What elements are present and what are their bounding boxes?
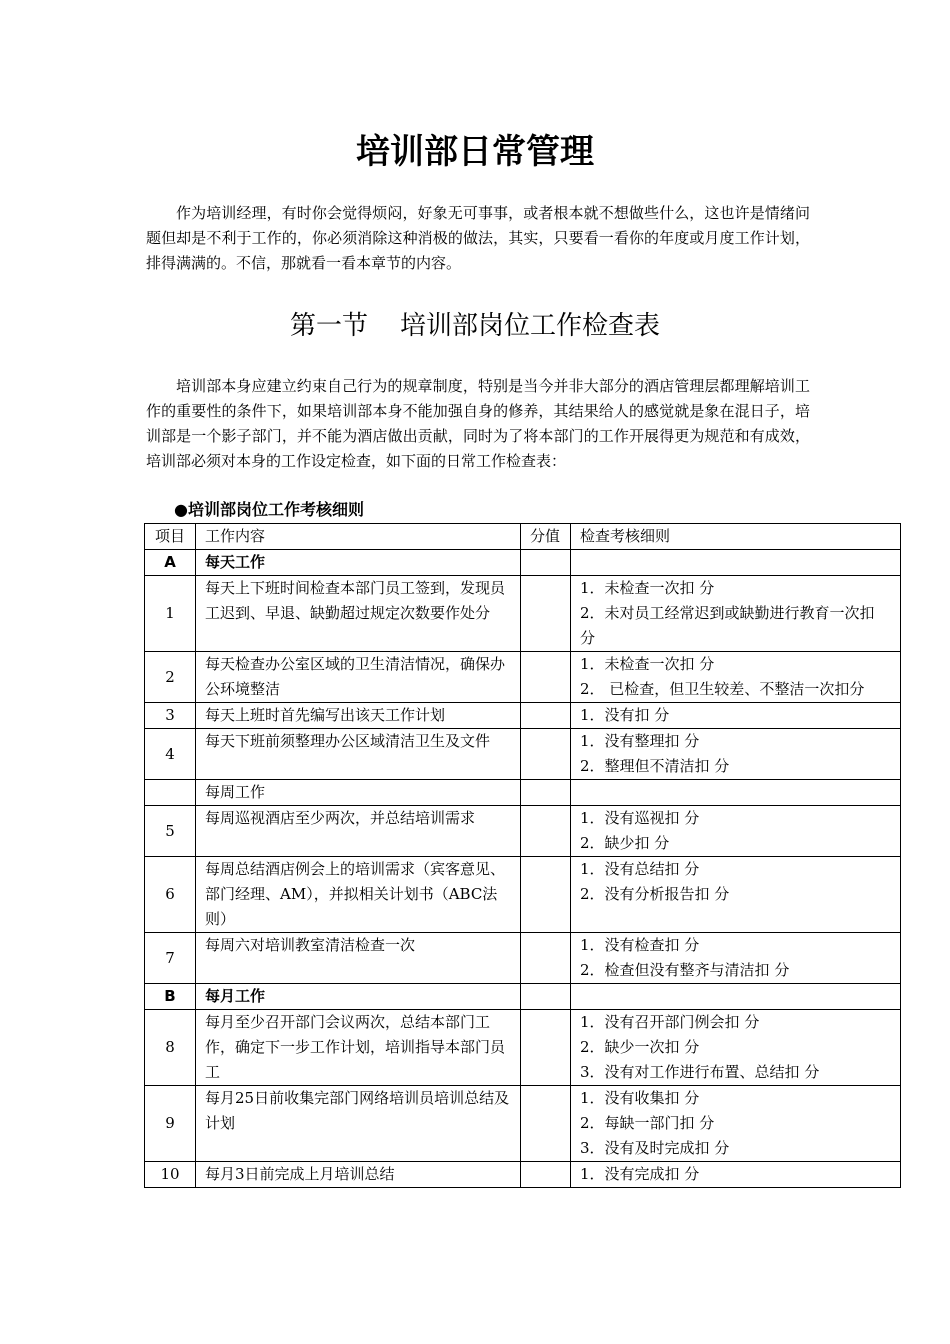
row-item: 10 [145, 1162, 196, 1188]
table-row [145, 703, 901, 729]
rule-line: 1．没有召开部门例会扣 分 [580, 1013, 760, 1031]
table-row [145, 1162, 901, 1188]
group-score [521, 984, 571, 1010]
row-content: 每天检查办公室区域的卫生清洁情况，确保办公环境整洁 [196, 652, 521, 703]
row-rules [571, 1086, 901, 1162]
row-rules [571, 576, 901, 652]
row-content: 每天下班前须整理办公区域清洁卫生及文件 [196, 729, 521, 780]
rule-line: 1．没有完成扣 分 [580, 1165, 700, 1183]
rule-line: 2．没有分析报告扣 分 [580, 885, 730, 903]
row-content: 每月25日前收集完部门网络培训员培训总结及计划 [196, 1086, 521, 1162]
table-row [145, 576, 901, 652]
table-subheading: ●培训部岗位工作考核细则 [174, 500, 364, 519]
row-content: 每周总结酒店例会上的培训需求（宾客意见、部门经理、AM），并拟相关计划书（ABC法则） [196, 857, 521, 933]
row-score [521, 933, 571, 984]
header-item: 项目 [145, 524, 196, 550]
table-row [145, 780, 901, 806]
row-item: 7 [145, 933, 196, 984]
row-content: 每月3日前完成上月培训总结 [196, 1162, 521, 1188]
group-row-b [145, 984, 901, 1010]
header-score: 分值 [521, 524, 571, 550]
row-content: 每周巡视酒店至少两次，并总结培训需求 [196, 806, 521, 857]
row-content: 每周工作 [196, 780, 521, 806]
row-item: 5 [145, 806, 196, 857]
rule-line: 2．每缺一部门扣 分 [580, 1114, 715, 1132]
row-score [521, 780, 571, 806]
row-content: 每天上下班时间检查本部门员工签到，发现员工迟到、早退、缺勤超过规定次数要作处分 [196, 576, 521, 652]
header-rules: 检查考核细则 [571, 524, 901, 550]
row-item: 8 [145, 1010, 196, 1086]
group-score [521, 550, 571, 576]
rule-line: 3．没有及时完成扣 分 [580, 1139, 730, 1157]
row-item: 9 [145, 1086, 196, 1162]
row-score [521, 806, 571, 857]
section-number: 第一节 [289, 311, 368, 341]
group-label: 每月工作 [196, 984, 521, 1010]
rule-line: 1．没有扣 分 [580, 706, 670, 724]
group-rules [571, 550, 901, 576]
row-score [521, 1162, 571, 1188]
row-rules [571, 729, 901, 780]
row-item: 3 [145, 703, 196, 729]
rule-line: 2． 已检查，但卫生较差、不整洁一次扣分 [580, 680, 865, 698]
row-content: 每周六对培训教室清洁检查一次 [196, 933, 521, 984]
assessment-table [144, 523, 901, 1188]
group-item: A [145, 550, 196, 576]
rule-line: 1．未检查一次扣 分 [580, 579, 715, 597]
table-row [145, 933, 901, 984]
rule-line: 2．整理但不清洁扣 分 [580, 757, 730, 775]
row-rules [571, 1162, 901, 1188]
row-rules [571, 652, 901, 703]
table-row [145, 1010, 901, 1086]
intro-paragraph: 作为培训经理，有时你会觉得烦闷，好象无可事事，或者根本就不想做些什么，这也许是情绪问题但却是不利于工作的，你必须消除这种消极的做法，其实，只要看一看你的年度或月度工作计划，排得满满的。不信，那就看一看本章节的内容。 [146, 204, 810, 272]
group-label: 每天工作 [196, 550, 521, 576]
table-row [145, 857, 901, 933]
row-rules [571, 857, 901, 933]
section-heading [0, 306, 950, 346]
row-item: 6 [145, 857, 196, 933]
rule-line: 3．没有对工作进行布置、总结扣 分 [580, 1063, 820, 1081]
rule-line: 1．没有收集扣 分 [580, 1089, 700, 1107]
table-row [145, 1086, 901, 1162]
row-content: 每天上班时首先编写出该天工作计划 [196, 703, 521, 729]
row-rules [571, 806, 901, 857]
rule-line: 1．没有总结扣 分 [580, 860, 700, 878]
row-score [521, 703, 571, 729]
table-header-row [145, 524, 901, 550]
rule-line: 2．缺少扣 分 [580, 834, 670, 852]
row-item: 4 [145, 729, 196, 780]
rule-line: 2．缺少一次扣 分 [580, 1038, 700, 1056]
rule-line: 1．没有巡视扣 分 [580, 809, 700, 827]
row-rules [571, 1010, 901, 1086]
rule-line: 1．没有整理扣 分 [580, 732, 700, 750]
row-rules [571, 780, 901, 806]
row-score [521, 652, 571, 703]
row-score [521, 1010, 571, 1086]
header-content: 工作内容 [196, 524, 521, 550]
table-row [145, 652, 901, 703]
row-item: 2 [145, 652, 196, 703]
row-rules [571, 703, 901, 729]
row-score [521, 1086, 571, 1162]
rule-line: 1．没有检查扣 分 [580, 936, 700, 954]
row-score [521, 857, 571, 933]
rule-line: 2．检查但没有整齐与清洁扣 分 [580, 961, 790, 979]
page-title: 培训部日常管理 [356, 132, 594, 172]
table-row [145, 806, 901, 857]
row-score [521, 729, 571, 780]
row-item [145, 780, 196, 806]
row-rules [571, 933, 901, 984]
row-content: 每月至少召开部门会议两次，总结本部门工作，确定下一步工作计划，培训指导本部门员工 [196, 1010, 521, 1086]
row-score [521, 576, 571, 652]
group-item: B [145, 984, 196, 1010]
table-row [145, 729, 901, 780]
body-paragraph: 培训部本身应建立约束自己行为的规章制度，特别是当今并非大部分的酒店管理层都理解培训工作的重要性的条件下，如果培训部本身不能加强自身的修养，其结果给人的感觉就是象在混日子，培训部是一个影子部门，并不能为酒店做出贡献，同时为了将本部门的工作开展得更为规范和有成效，培训部必须对本身的工作设定检查，如下面的日常工作检查表： [146, 377, 810, 470]
rule-line: 2．未对员工经常迟到或缺勤进行教育一次扣 分 [580, 604, 875, 647]
section-name: 培训部岗位工作检查表 [400, 311, 661, 341]
group-row-a [145, 550, 901, 576]
rule-line: 1．未检查一次扣 分 [580, 655, 715, 673]
group-rules [571, 984, 901, 1010]
row-item: 1 [145, 576, 196, 652]
